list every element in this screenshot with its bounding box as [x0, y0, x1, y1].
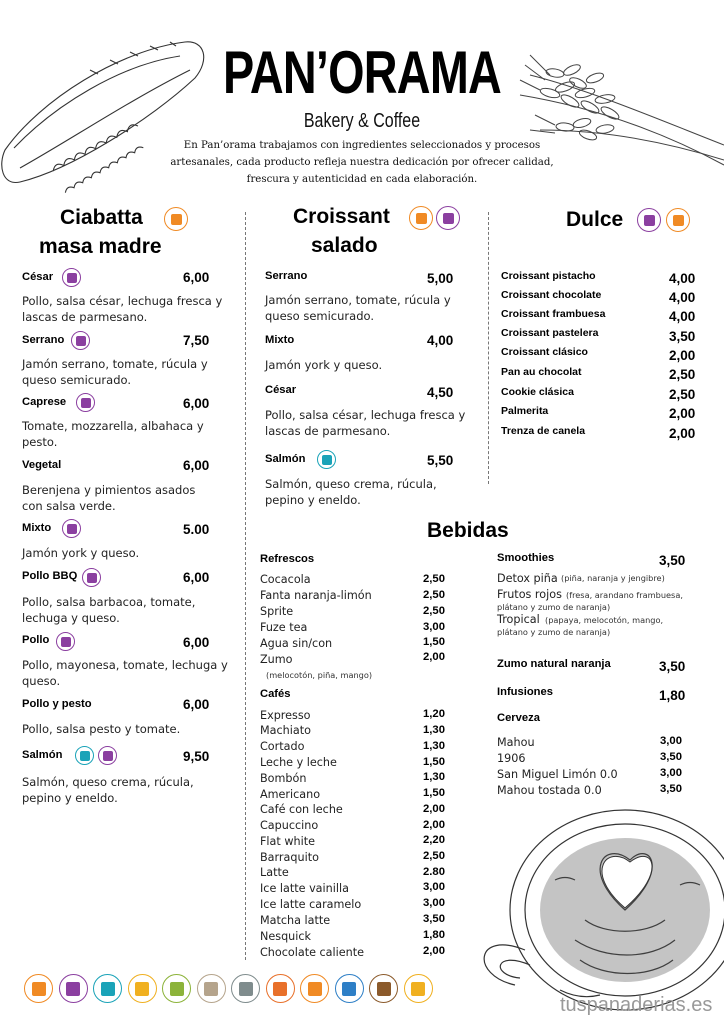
menu-item-name: Pollo y pesto: [22, 698, 92, 710]
gluten-icon: [98, 746, 117, 765]
menu-item-price: 6,00: [183, 396, 210, 411]
drink-price: 1,50: [423, 636, 445, 648]
smoothie-frutos-note2: plátano y zumo de naranja): [497, 602, 611, 612]
smoothie-tropical-note: (papaya, melocotón, mango,: [545, 615, 664, 625]
menu-item-name: Salmón: [265, 453, 306, 465]
allergen-legend-icon: [300, 974, 329, 1003]
drink-price: 2,50: [423, 850, 445, 862]
smoothies-title: Smoothies: [497, 552, 555, 564]
dulce-item-price: 4,00: [669, 309, 696, 324]
menu-item-price: 5.00: [183, 522, 210, 537]
allergen-legend-icon: [369, 974, 398, 1003]
drink-price: 1,50: [423, 787, 445, 799]
menu-item-name: Pollo BBQ: [22, 570, 78, 582]
dulce-item-name: Croissant chocolate: [501, 289, 602, 301]
menu-item-price: 9,50: [183, 749, 210, 764]
beer-price: 3,50: [660, 751, 682, 763]
gluten-icon: [76, 393, 95, 412]
allergen-legend-icon: [404, 974, 433, 1003]
menu-item-price: 7,50: [183, 333, 210, 348]
drink-name: Sprite: [260, 605, 294, 618]
allergen-legend-icon: [162, 974, 191, 1003]
menu-item-desc: Jamón serrano, tomate, rúcula y queso semicurado.: [22, 357, 208, 387]
dulce-item-price: 2,50: [669, 367, 696, 382]
menu-item-name: Caprese: [22, 396, 67, 408]
menu-item-name: Salmón: [22, 749, 63, 761]
menu-item-name: César: [265, 384, 297, 396]
drink-price: 1,30: [423, 724, 445, 736]
smoothie-frutos-note: (fresa, arandano frambuesa,: [566, 590, 683, 600]
menu-item-name: Serrano: [265, 270, 308, 282]
menu-item-name: César: [22, 271, 54, 283]
fish-icon: [75, 746, 94, 765]
menu-item-price: 5,00: [427, 271, 454, 286]
menu-item-price: 6,00: [183, 270, 210, 285]
intro-text: En Pan’orama trabajamos con ingredientes seleccionados y procesos artesanales, cada producto refleja nuestra dedicación por ofrecer calidad, frescura y autenticidad en cada elaboración.: [170, 140, 554, 185]
beer-name: Mahou: [497, 736, 535, 749]
smoothie-tropical-name: Tropical: [497, 613, 540, 626]
drink-name: Zumo: [260, 653, 293, 666]
dulce-item-price: 4,00: [669, 290, 696, 305]
croissant-title: Croissant: [293, 205, 390, 228]
drink-name: Bombón: [260, 772, 307, 785]
allergen-legend-icon: [197, 974, 226, 1003]
drink-name: Nesquick: [260, 930, 312, 943]
allergen-legend-icon: [93, 974, 122, 1003]
dulce-bread-icon: [666, 208, 690, 232]
dulce-title: Dulce: [566, 208, 624, 231]
drink-name: Fanta naranja-limón: [260, 589, 372, 602]
drink-name: Expresso: [260, 709, 311, 722]
menu-item-desc: Jamón york y queso.: [22, 546, 140, 560]
drink-name: Latte: [260, 866, 289, 879]
allergen-legend-icon: [59, 974, 88, 1003]
infusiones-name: Infusiones: [497, 686, 553, 698]
dulce-item-price: 4,00: [669, 271, 696, 286]
allergen-legend-icon: [24, 974, 53, 1003]
beer-name: San Miguel Limón 0.0: [497, 768, 618, 781]
drink-price: 2,50: [423, 573, 445, 585]
menu-item-price: 4,50: [427, 385, 454, 400]
beer-name: 1906: [497, 752, 526, 765]
beer-price: 3,00: [660, 767, 682, 779]
drink-price: 3,00: [423, 621, 445, 633]
drink-name: Cortado: [260, 740, 305, 753]
menu-item-name: Mixto: [265, 334, 295, 346]
watermark: tuspanaderias.es: [560, 994, 713, 1016]
smoothie-tropical-note2: plátano y zumo de naranja): [497, 627, 611, 637]
allergen-legend: [24, 974, 444, 1004]
drink-name: Chocolate caliente: [260, 946, 364, 959]
infusiones-price: 1,80: [659, 688, 686, 703]
drink-name: Cocacola: [260, 573, 311, 586]
dulce-item-name: Pan au chocolat: [501, 366, 582, 378]
dulce-item-name: Trenza de canela: [501, 425, 586, 437]
drink-name: Flat white: [260, 835, 315, 848]
drink-price: 2,50: [423, 589, 445, 601]
menu-item-price: 6,00: [183, 697, 210, 712]
dulce-item-price: 2,00: [669, 406, 696, 421]
menu-item-price: 6,00: [183, 635, 210, 650]
drink-price: 2,00: [423, 651, 445, 663]
zumo-note: (melocotón, piña, mango): [266, 670, 373, 680]
drink-price: 2,20: [423, 834, 445, 846]
menu-item-desc: Jamón serrano, tomate, rúcula y queso semicurado.: [265, 293, 451, 323]
brand-title: PAN’ORAMA: [222, 39, 502, 106]
smoothie-detox-note: (piña, naranja y jengibre): [561, 573, 665, 583]
menu-item-price: 6,00: [183, 458, 210, 473]
fish-icon: [317, 450, 336, 469]
menu-item-price: 4,00: [427, 333, 454, 348]
menu-item-desc: Berenjena y pimientos asados con salsa verde.: [22, 483, 196, 513]
smoothie-detox-name: Detox piña: [497, 572, 558, 585]
drink-price: 1,80: [423, 929, 445, 941]
menu-item-name: Pollo: [22, 634, 50, 646]
drink-price: 3,00: [423, 897, 445, 909]
dulce-item-name: Croissant pistacho: [501, 270, 596, 282]
smoothies-price: 3,50: [659, 553, 686, 568]
menu-item-name: Serrano: [22, 334, 65, 346]
croissant-bread-icon: [409, 206, 433, 230]
dulce-item-price: 2,00: [669, 348, 696, 363]
drink-price: 2.80: [423, 866, 445, 878]
gluten-icon: [56, 632, 75, 651]
ciabatta-title-line2: masa madre: [39, 235, 162, 258]
drink-name: Fuze tea: [260, 621, 308, 634]
gluten-icon: [82, 568, 101, 587]
allergen-legend-icon: [231, 974, 260, 1003]
drink-price: 1,20: [423, 708, 445, 720]
menu-item-desc: Salmón, queso crema, rúcula, pepino y eneldo.: [22, 775, 194, 805]
drink-price: 2,00: [423, 945, 445, 957]
dulce-item-name: Palmerita: [501, 405, 549, 417]
gluten-icon: [62, 519, 81, 538]
menu-item-desc: Tomate, mozzarella, albahaca y pesto.: [22, 419, 204, 449]
brand-subtitle: Bakery & Coffee: [303, 110, 421, 132]
bebidas-title: Bebidas: [427, 519, 509, 542]
drink-name: Agua sin/con: [260, 637, 333, 650]
column-divider-left: [245, 212, 246, 960]
allergen-legend-icon: [128, 974, 157, 1003]
drink-price: 2,50: [423, 605, 445, 617]
dulce-item-price: 2,50: [669, 387, 696, 402]
menu-item-name: Vegetal: [22, 459, 62, 471]
dulce-item-name: Croissant pastelera: [501, 327, 599, 339]
dulce-gluten-icon: [637, 208, 661, 232]
dulce-item-price: 3,50: [669, 329, 696, 344]
drink-name: Matcha latte: [260, 914, 331, 927]
cafes-title: Cafés: [260, 688, 291, 700]
beer-price: 3,00: [660, 735, 682, 747]
gluten-icon: [71, 331, 90, 350]
drink-price: 1,50: [423, 756, 445, 768]
dulce-item-price: 2,00: [669, 426, 696, 441]
column-divider-right: [488, 212, 489, 484]
dulce-item-name: Cookie clásica: [501, 386, 574, 398]
drink-price: 3,00: [423, 881, 445, 893]
menu-item-desc: Pollo, salsa césar, lechuga fresca y lascas de parmesano.: [265, 408, 466, 438]
cerveza-title: Cerveza: [497, 712, 540, 724]
drink-name: Capuccino: [260, 819, 319, 832]
menu-item-name: Mixto: [22, 522, 52, 534]
ciabatta-title: Ciabatta: [60, 206, 143, 229]
drink-price: 1,30: [423, 771, 445, 783]
drink-name: Leche y leche: [260, 756, 337, 769]
drink-name: Café con leche: [260, 803, 343, 816]
drink-name: Machiato: [260, 724, 311, 737]
croissant-gluten-icon: [436, 206, 460, 230]
menu-item-desc: Pollo, salsa pesto y tomate.: [22, 722, 181, 736]
dulce-item-name: Croissant clásico: [501, 346, 588, 358]
drink-name: Barraquito: [260, 851, 319, 864]
menu-item-desc: Pollo, mayonesa, tomate, lechuga y queso.: [22, 658, 228, 688]
drink-price: 2,00: [423, 803, 445, 815]
coffee-cup-illustration: [455, 800, 724, 1024]
menu-item-desc: Pollo, salsa barbacoa, tomate, lechuga y queso.: [22, 595, 196, 625]
drink-name: Ice latte vainilla: [260, 882, 349, 895]
gluten-icon: [62, 268, 81, 287]
ciabatta-bread-icon: [164, 207, 188, 231]
zumo-natural-name: Zumo natural naranja: [497, 658, 611, 670]
refrescos-title: Refrescos: [260, 553, 315, 565]
drink-price: 3,50: [423, 913, 445, 925]
croissant-title-line2: salado: [311, 234, 378, 257]
beer-price: 3,50: [660, 783, 682, 795]
zumo-natural-price: 3,50: [659, 659, 686, 674]
drink-name: Americano: [260, 788, 321, 801]
menu-item-price: 5,50: [427, 453, 454, 468]
menu-item-desc: Jamón york y queso.: [265, 358, 383, 372]
smoothie-frutos-name: Frutos rojos: [497, 588, 562, 601]
dulce-item-name: Croissant frambuesa: [501, 308, 606, 320]
menu-item-desc: Salmón, queso crema, rúcula, pepino y eneldo.: [265, 477, 437, 507]
allergen-legend-icon: [266, 974, 295, 1003]
drink-price: 1,30: [423, 740, 445, 752]
drink-name: Ice latte caramelo: [260, 898, 362, 911]
beer-name: Mahou tostada 0.0: [497, 784, 602, 797]
menu-item-price: 6,00: [183, 570, 210, 585]
menu-item-desc: Pollo, salsa césar, lechuga fresca y lascas de parmesano.: [22, 294, 223, 324]
drink-price: 2,00: [423, 819, 445, 831]
allergen-legend-icon: [335, 974, 364, 1003]
